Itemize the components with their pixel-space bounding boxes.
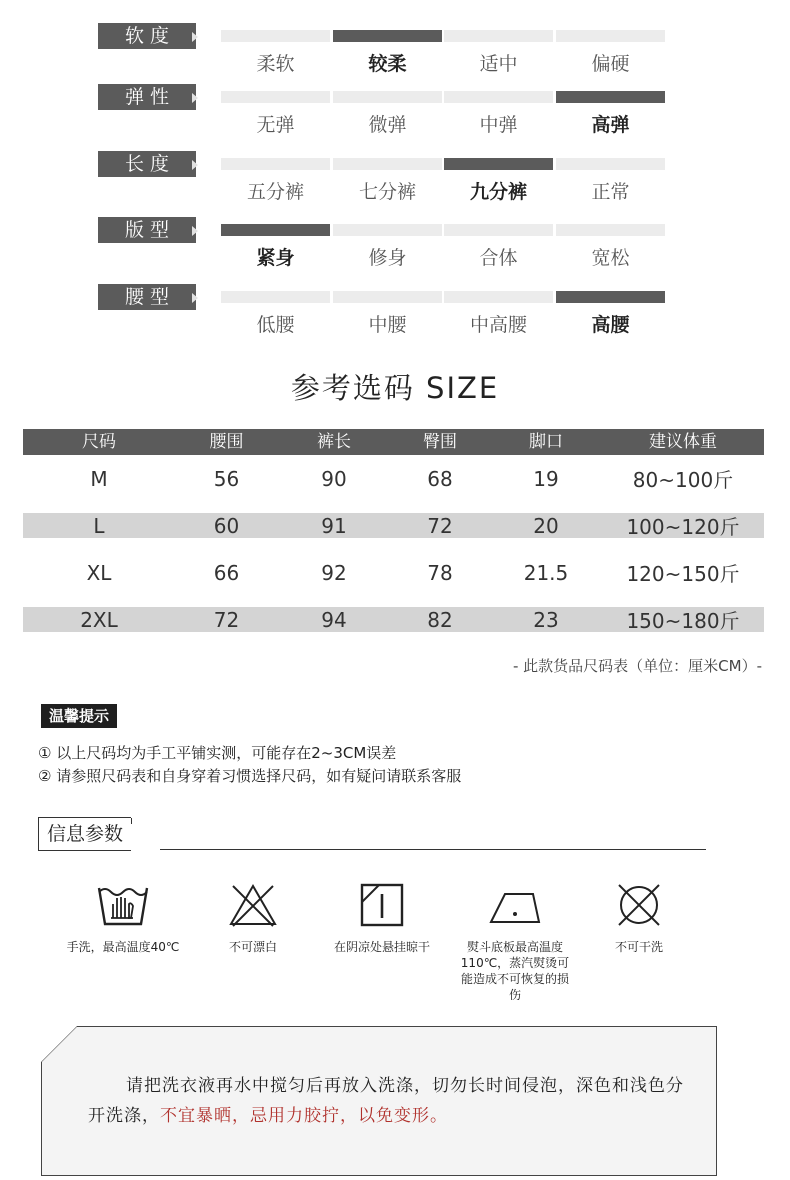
header-cell: 脚口 [529, 432, 563, 452]
tip-line-2: ② 请参照尺码表和自身穿着习惯选择尺码，如有疑问请联系客服 [38, 767, 462, 785]
scale-segment [333, 91, 442, 103]
hem-cell: 23 [533, 607, 559, 632]
tip-line-1: ① 以上尺码均为手工平铺实测，可能存在2~3CM误差 [38, 744, 397, 762]
header-cell: 尺码 [82, 432, 116, 452]
scale-segment [556, 91, 665, 103]
scale-segment [333, 291, 442, 303]
care-text: 不可干洗 [614, 940, 663, 954]
hand-wash-icon [93, 880, 153, 930]
scale-option: 紧身 [256, 247, 295, 269]
scale-option: 中弹 [479, 114, 518, 136]
scale-segment [556, 158, 665, 170]
care-item-hand-wash [53, 880, 193, 955]
scale-option: 九分裤 [469, 181, 527, 203]
scale-segment [221, 30, 330, 42]
attr-label: 腰型 [98, 284, 196, 310]
attr-row-softness [0, 23, 790, 83]
line-dry-shade-icon [352, 880, 412, 930]
care-item-iron [445, 880, 585, 1003]
scale-option: 高弹 [591, 114, 630, 136]
hem-cell: 20 [533, 513, 559, 538]
size-cell: M [90, 466, 108, 491]
attr-row-elasticity [0, 84, 790, 144]
header-cell: 臀围 [423, 432, 457, 452]
header-cell: 建议体重 [649, 432, 717, 452]
scale-option: 合体 [479, 247, 518, 269]
wash-note-warning: 不宜暴晒，忌用力胶拧，以免变形。 [160, 1106, 448, 1126]
weight-cell: 100~120斤 [626, 515, 740, 539]
attr-row-length [0, 151, 790, 211]
table-row [23, 513, 764, 538]
care-item-no-dry-clean [569, 880, 709, 955]
attr-label: 版型 [98, 217, 196, 243]
scale-option: 七分裤 [358, 181, 416, 203]
hem-cell: 21.5 [523, 560, 569, 585]
corner-fold [41, 1026, 81, 1062]
divider [160, 849, 706, 850]
weight-cell: 150~180斤 [626, 609, 740, 633]
care-text: 在阴凉处悬挂晾干 [333, 940, 430, 954]
no-dry-clean-icon [609, 880, 669, 930]
arrow-icon [192, 160, 198, 170]
hip-cell: 72 [427, 513, 453, 538]
scale-option: 偏硬 [591, 53, 630, 75]
care-text: 不可漂白 [228, 940, 277, 954]
table-row [23, 607, 764, 632]
arrow-icon [192, 93, 198, 103]
scale-segment [333, 30, 442, 42]
scale-option: 五分裤 [246, 181, 304, 203]
scale-option: 适中 [479, 53, 518, 75]
info-section-title: 信息参数 [38, 817, 131, 851]
length-cell: 94 [321, 607, 347, 632]
table-row [23, 455, 764, 502]
wash-note-normal: 请把洗衣液再水中搅匀后再放入洗涤，切勿长时间侵泡，深色和浅色分开洗涤， [88, 1076, 684, 1126]
length-cell: 90 [321, 466, 347, 491]
size-table-header [23, 429, 764, 455]
arrow-icon [192, 32, 198, 42]
size-section-title: 参考选码 SIZE [290, 371, 500, 405]
scale-option: 低腰 [256, 314, 295, 336]
scale-option: 宽松 [591, 247, 630, 269]
arrow-icon [192, 293, 198, 303]
weight-cell: 80~100斤 [632, 468, 734, 492]
hem-cell: 19 [533, 466, 559, 491]
scale-option: 修身 [368, 247, 407, 269]
weight-cell: 120~150斤 [626, 562, 740, 586]
attr-row-waist [0, 284, 790, 344]
scale-option: 无弹 [256, 114, 295, 136]
scale-segment [556, 291, 665, 303]
hip-cell: 78 [427, 560, 453, 585]
size-table [23, 429, 764, 643]
wash-note-text [88, 1071, 688, 1131]
care-text: 熨斗底板最高温度 110℃，蒸汽熨烫可能造成不可恢复的损伤 [460, 940, 570, 1002]
care-item-no-bleach [183, 880, 323, 955]
attr-label: 软度 [98, 23, 196, 49]
attr-label: 长度 [98, 151, 196, 177]
hip-cell: 68 [427, 466, 453, 491]
scale-segment [221, 91, 330, 103]
scale-segment [444, 291, 553, 303]
size-cell: 2XL [80, 607, 118, 632]
care-text: 手洗，最高温度40℃ [66, 940, 180, 954]
attr-row-fit [0, 217, 790, 277]
scale-option: 高腰 [591, 314, 630, 336]
no-bleach-icon [223, 880, 283, 930]
size-cell: XL [86, 560, 112, 585]
scale-segment [556, 30, 665, 42]
table-row [23, 549, 764, 596]
scale-segment [444, 30, 553, 42]
scale-segment [221, 158, 330, 170]
scale-segment [444, 91, 553, 103]
waist-cell: 56 [213, 466, 240, 491]
size-cell: L [93, 513, 105, 538]
length-cell: 92 [321, 560, 347, 585]
wash-note-box [41, 1026, 717, 1176]
scale-option: 中腰 [368, 314, 407, 336]
arrow-icon [192, 226, 198, 236]
scale-option: 较柔 [368, 53, 407, 75]
waist-cell: 66 [213, 560, 240, 585]
header-cell: 裤长 [317, 432, 351, 452]
scale-option: 正常 [591, 181, 630, 203]
size-table-note: - 此款货品尺码表（单位：厘米CM）- [512, 657, 762, 675]
scale-segment [333, 158, 442, 170]
scale-segment [333, 224, 442, 236]
waist-cell: 72 [213, 607, 240, 632]
scale-option: 微弹 [368, 114, 407, 136]
scale-option: 中高腰 [469, 314, 527, 336]
hip-cell: 82 [427, 607, 453, 632]
length-cell: 91 [321, 513, 347, 538]
tips-tag: 温馨提示 [41, 704, 117, 728]
scale-segment [221, 224, 330, 236]
scale-segment [444, 158, 553, 170]
header-cell: 腰围 [209, 432, 244, 452]
iron-icon [485, 880, 545, 930]
care-item-line-dry [312, 880, 452, 955]
attr-label: 弹性 [98, 84, 196, 110]
scale-option: 柔软 [256, 53, 295, 75]
scale-segment [221, 291, 330, 303]
waist-cell: 60 [213, 513, 240, 538]
scale-segment [444, 224, 553, 236]
scale-segment [556, 224, 665, 236]
